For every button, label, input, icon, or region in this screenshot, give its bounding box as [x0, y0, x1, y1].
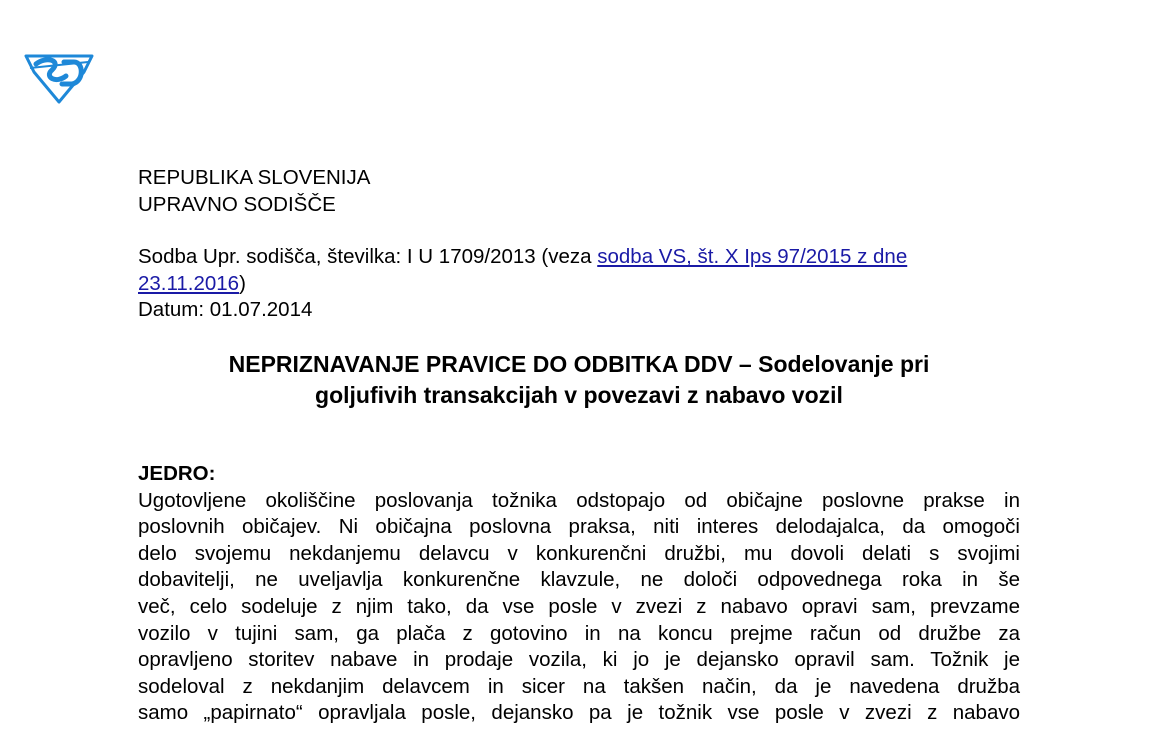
sd-shield-logo-icon: [22, 50, 96, 104]
case-reference: [138, 244, 1020, 324]
title-line-2: goljufivih transakcijah v povezavi z nabavo vozil: [315, 381, 843, 408]
document-content: [138, 165, 1020, 727]
case-number-suffix: ): [239, 271, 246, 295]
country-name: REPUBLIKA SLOVENIJA: [138, 166, 371, 189]
jedro-body: [138, 488, 1020, 727]
case-number-line: [138, 244, 1020, 297]
jedro-heading: JEDRO:: [138, 461, 216, 485]
court-name: UPRAVNO SODIŠČE: [138, 192, 336, 216]
jedro-line: Ugotovljene okoliščine poslovanja tožnika odstopajo od običajne poslovne prakse in: [138, 488, 1020, 512]
jedro-line: več, celo sodeluje z njim tako, da vse posle v zvezi z nabavo opravi sam, prevzame: [138, 594, 1020, 618]
jedro-line: dobavitelji, ne uveljavlja konkurenčne klavzule, ne določi odpovednega roka in še: [138, 568, 1020, 592]
jedro-line: poslovnih običajev. Ni običajna poslovna praksa, niti interes delodajalca, da omogoči: [138, 515, 1020, 539]
jedro-line: opravljeno storitev nabave in prodaje vozila, ki jo je dejansko opravil sam. Tožnik je: [138, 648, 1020, 672]
supreme-court-ruling-link[interactable]: sodba VS, št. X Ips 97/2015 z dne 23.11.2016: [138, 245, 908, 295]
court-header: [138, 165, 1020, 218]
jedro-line: vozilo v tujini sam, ga plača z gotovino in na koncu prejme račun od družbe za: [138, 621, 1020, 645]
jedro-line: delo svojemu nekdanjemu delavcu v konkurenčni družbi, mu dovoli delati s svojimi: [138, 541, 1020, 565]
case-number-prefix: Sodba Upr. sodišča, številka: I U 1709/2013 (veza: [138, 245, 598, 269]
decision-date: Datum: 01.07.2014: [138, 298, 313, 322]
document-title: [138, 349, 1020, 411]
jedro-line: samo „papirnato“ opravljala posle, dejansko pa je tožnik vse posle v zvezi z nabavo: [138, 701, 1020, 725]
jedro-line: sodeloval z nekdanjim delavcem in sicer na takšen način, da je navedena družba: [138, 674, 1020, 698]
title-line-1: NEPRIZNAVANJE PRAVICE DO ODBITKA DDV – Sodelovanje pri: [228, 350, 930, 377]
